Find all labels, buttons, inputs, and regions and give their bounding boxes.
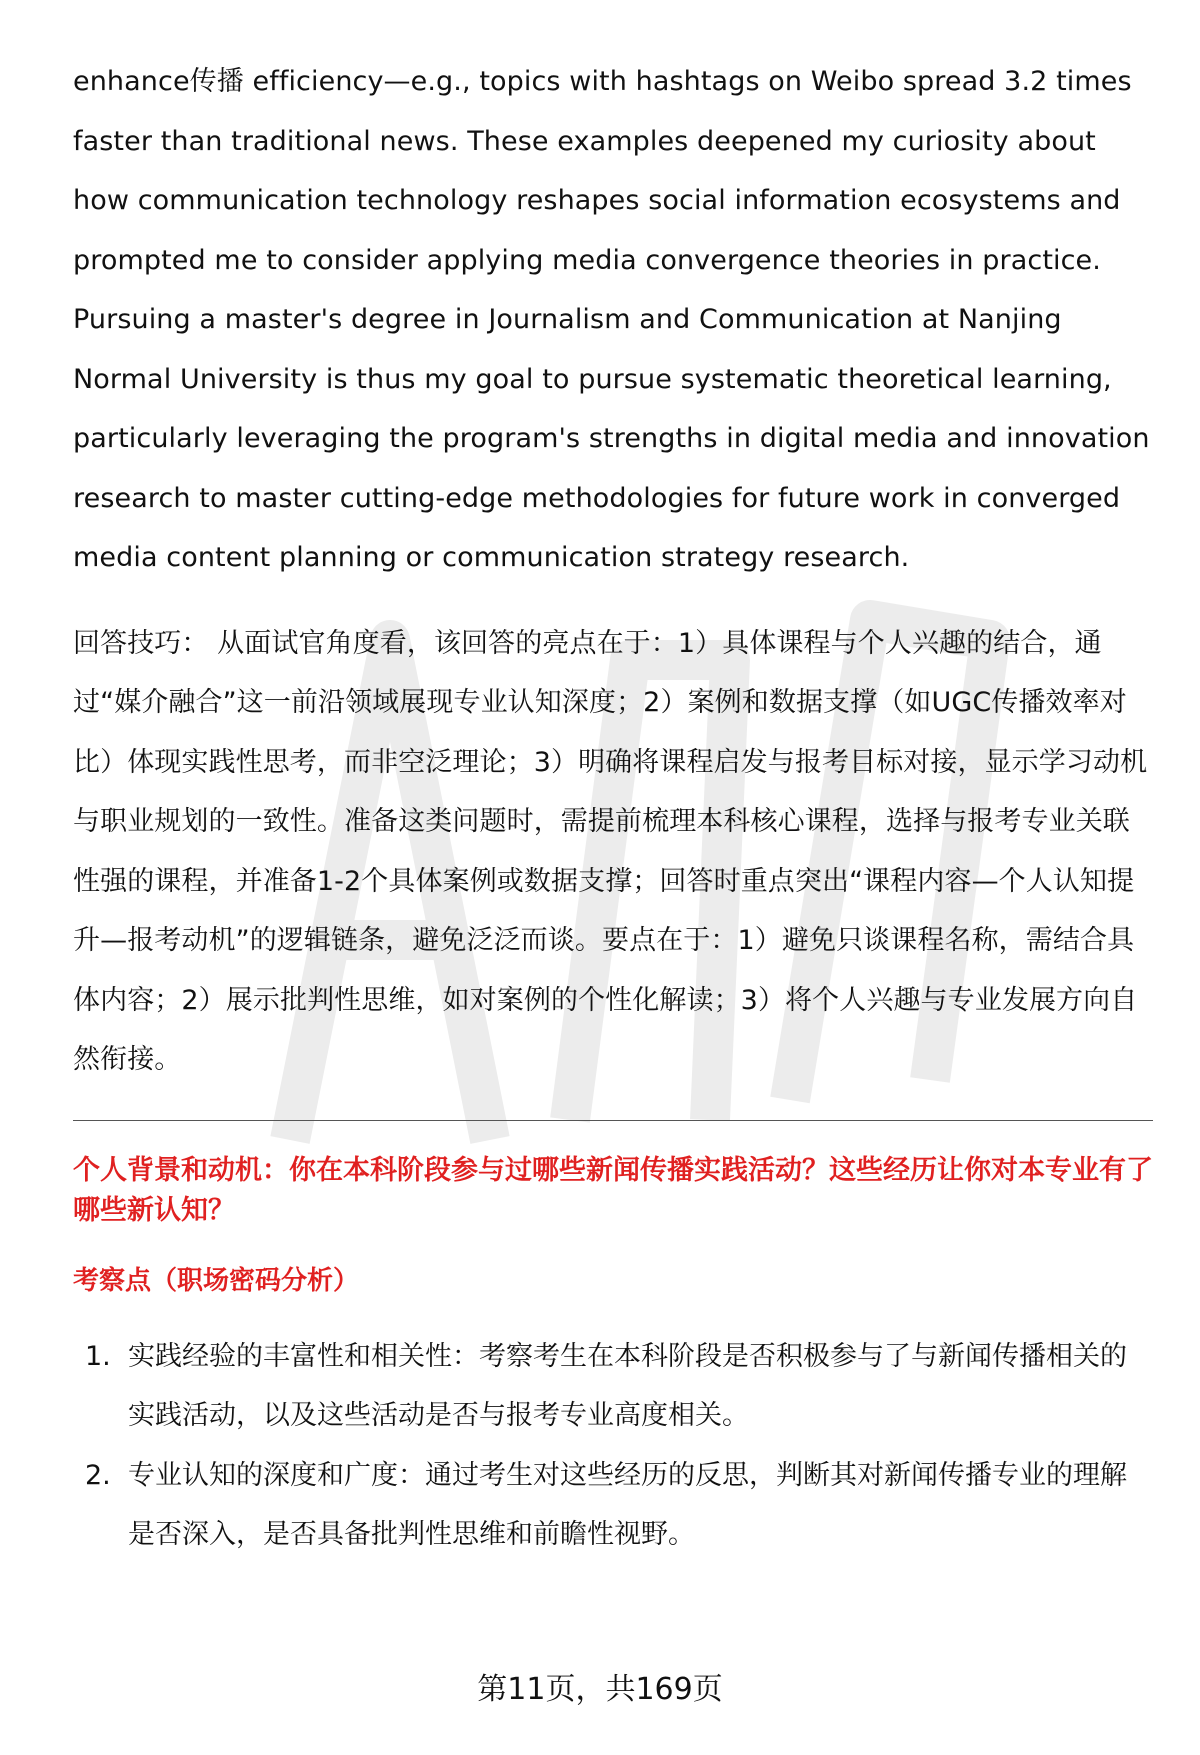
- list-item-number: 1.: [85, 1340, 111, 1372]
- list-item-number: 2.: [85, 1459, 111, 1491]
- section-divider: [73, 1120, 1153, 1121]
- list-item-text: 实践经验的丰富性和相关性：考察考生在本科阶段是否积极参与了与新闻传播相关的实践活动，以及这些活动是否与报考专业高度相关。: [128, 1340, 1127, 1431]
- page-number-footer: 第11页，共169页: [477, 1672, 723, 1707]
- assessment-list: [73, 1327, 1153, 1565]
- list-item: [73, 1446, 1153, 1565]
- document-page: [73, 52, 1153, 1565]
- answer-paragraph: enhance传播 efficiency—e.g., topics with hashtags on Weibo spread 3.2 times faster than traditional news. These examples deepened my curiosity about how communication technology reshapes social information ecosystems and prompted me to consider applying media convergence theories in practice. Pursuing a master's degree in Journalism and Communication at Nanjing Normal University is thus my goal to pursue systematic theoretical learning, particularly leveraging the program's strengths in digital media and innovation research to master cutting-edge methodologies for future work in converged media content planning or communication strategy research.: [73, 66, 1150, 573]
- assessment-subheading: 考察点（职场密码分析）: [73, 1265, 360, 1296]
- list-item: [73, 1327, 1153, 1446]
- question-heading: 个人背景和动机：你在本科阶段参与过哪些新闻传播实践活动？这些经历让你对本专业有了哪些新认知？: [73, 1154, 1153, 1226]
- list-item-text: 专业认知的深度和广度：通过考生对这些经历的反思，判断其对新闻传播专业的理解是否深入，是否具备批判性思维和前瞻性视野。: [128, 1459, 1127, 1550]
- answer-tips-paragraph: 回答技巧： 从面试官角度看，该回答的亮点在于：1）具体课程与个人兴趣的结合，通过“媒介融合”这一前沿领域展现专业认知深度；2）案例和数据支撑（如UGC传播效率对比）体现实践性思考，而非空泛理论；3）明确将课程启发与报考目标对接，显示学习动机与职业规划的一致性。准备这类问题时，需提前梳理本科核心课程，选择与报考专业关联性强的课程，并准备1-2个具体案例或数据支撑；回答时重点突出“课程内容—个人认知提升—报考动机”的逻辑链条，避免泛泛而谈。要点在于：1）避免只谈课程名称，需结合具体内容；2）展示批判性思维，如对案例的个性化解读；3）将个人兴趣与专业发展方向自然衔接。: [73, 627, 1148, 1075]
